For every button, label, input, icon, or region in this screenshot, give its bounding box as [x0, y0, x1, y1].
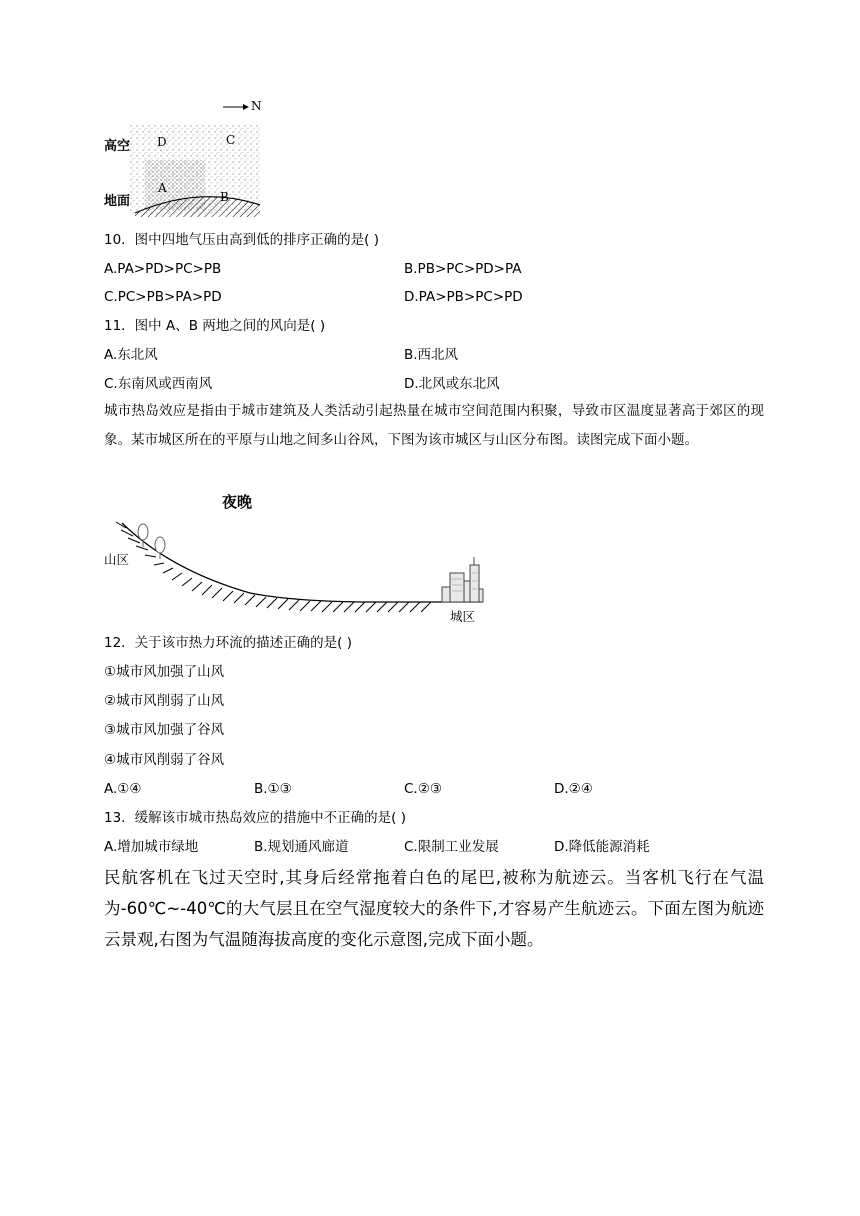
q12-statement-1: ①城市风加强了山风 [104, 664, 225, 680]
question-13-stem: 13．缓解该市城市热岛效应的措施中不正确的是( ) [104, 810, 407, 826]
night-title: 夜晚 [222, 493, 253, 511]
question-10-stem: 10．图中四地气压由高到低的排序正确的是( ) [104, 232, 380, 248]
q11-option-c[interactable]: C.东南风或西南风 [104, 376, 213, 392]
figure-night-city-mountain [100, 485, 490, 625]
q13-option-b[interactable]: B.规划通风廊道 [254, 839, 349, 855]
q11-option-b[interactable]: B.西北风 [404, 347, 459, 363]
mountain-label: 山区 [104, 552, 130, 567]
q12-statement-4: ④城市风削弱了谷风 [104, 752, 225, 768]
terrain-line [122, 523, 482, 602]
q13-option-a[interactable]: A.增加城市绿地 [104, 839, 199, 855]
point-a-label: A [158, 181, 167, 195]
q11-option-d[interactable]: D.北风或东北风 [404, 376, 500, 392]
q10-option-d[interactable]: D.PA>PB>PC>PD [404, 289, 523, 305]
point-b-label: B [220, 190, 229, 204]
q12-option-b[interactable]: B.①③ [254, 781, 292, 797]
q12-option-a[interactable]: A.①④ [104, 781, 142, 797]
question-11-stem: 11．图中 A、B 两地之间的风向是( ) [104, 318, 326, 334]
point-c-label: C [226, 133, 236, 147]
q12-statement-3: ③城市风加强了谷风 [104, 722, 225, 738]
q13-option-d[interactable]: D.降低能源消耗 [554, 839, 650, 855]
question-12-stem: 12．关于该市热力环流的描述正确的是( ) [104, 635, 353, 651]
north-arrow-head [243, 104, 249, 110]
q10-option-c[interactable]: C.PC>PB>PA>PD [104, 289, 222, 305]
figure-pressure-diagram [100, 95, 270, 220]
point-d-label: D [157, 135, 167, 149]
city-buildings-icon [442, 557, 483, 602]
ground-label: 地面 [104, 194, 131, 209]
q10-option-b[interactable]: B.PB>PC>PD>PA [404, 261, 522, 277]
passage-contrails: 民航客机在飞过天空时,其身后经常拖着白色的尾巴,被称为航迹云。当客机飞行在气温为-60℃~-40℃的大气层且在空气湿度较大的条件下,才容易产生航迹云。下面左图为航迹云景观,右图为气温随海拔高度的变化示意图,完成下面小题。 [104, 868, 764, 949]
q12-option-d[interactable]: D.②④ [554, 781, 593, 797]
q10-option-a[interactable]: A.PA>PD>PC>PB [104, 261, 222, 277]
city-mountain-svg [100, 485, 490, 625]
q11-option-a[interactable]: A.东北风 [104, 347, 158, 363]
q12-option-c[interactable]: C.②③ [404, 781, 442, 797]
north-label: N [251, 99, 262, 113]
passage-urban-heat-island: 城市热岛效应是指由于城市建筑及人类活动引起热量在城市空间范围内积聚，导致市区温度显著高于郊区的现象。某市城区所在的平原与山地之间多山谷风，下图为该市城区与山区分布图。读图完成下面小题。 [104, 403, 764, 448]
q12-statement-2: ②城市风削弱了山风 [104, 693, 225, 709]
q13-option-c[interactable]: C.限制工业发展 [404, 839, 499, 855]
terrain-hatch [116, 522, 431, 612]
high-altitude-label: 高空 [104, 139, 131, 154]
city-label: 城区 [450, 609, 476, 624]
